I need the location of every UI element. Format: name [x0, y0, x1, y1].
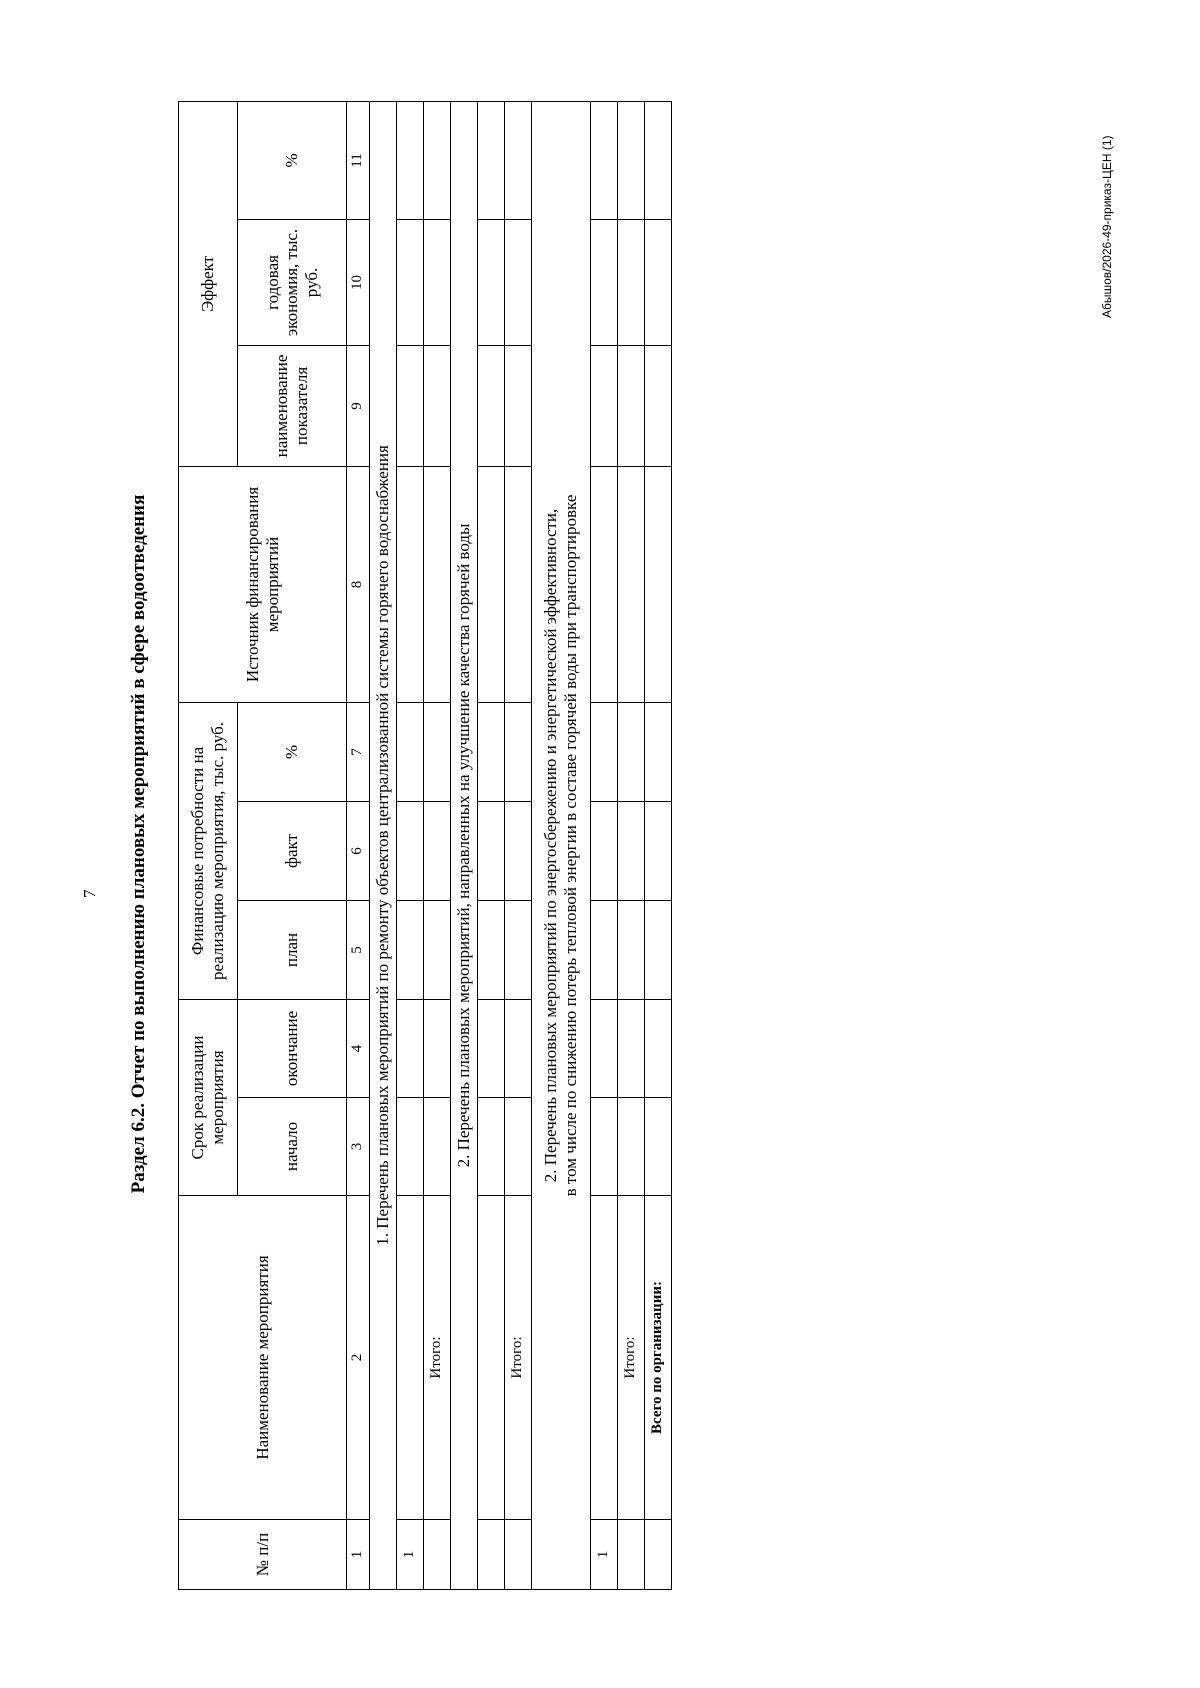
subtotal-label: Итого: — [618, 1196, 645, 1520]
page-number: 7 — [80, 889, 99, 898]
header-indicator: наименование показателя — [238, 345, 347, 466]
subtotal-row — [424, 101, 451, 1589]
col-number: 8 — [347, 466, 370, 702]
section-title-cell: 2. Перечень плановых мероприятий, направленных на улучшение качества горячей воды — [451, 101, 478, 1589]
header-savings: годовая экономия, тыс. руб. — [238, 219, 347, 345]
col-number: 10 — [347, 219, 370, 345]
header-pct2: % — [238, 101, 347, 219]
header-source: Источник финансирования мероприятий — [179, 466, 347, 702]
subtotal-row — [505, 101, 532, 1589]
table-row — [397, 101, 424, 1589]
col-number: 7 — [347, 702, 370, 801]
col-number: 5 — [347, 900, 370, 999]
col-number: 4 — [347, 999, 370, 1097]
header-fact: факт — [238, 801, 347, 900]
table-row — [478, 101, 505, 1589]
section-title: Раздел 6.2. Отчет по выполнению плановых мероприятий в сфере водоотведения — [128, 494, 149, 1194]
subtotal-row — [618, 101, 645, 1589]
col-number: 3 — [347, 1098, 370, 1196]
header-pct: % — [238, 702, 347, 801]
col-number: 11 — [347, 101, 370, 219]
section-title-line: 2. Перечень плановых мероприятий по энергосбережению и энергетической эффективности, — [541, 508, 561, 1183]
header-name: Наименование мероприятия — [179, 1196, 347, 1520]
column-numbers-row — [347, 101, 370, 1589]
col-number: 1 — [347, 1520, 370, 1590]
document-reference: Абышов/2026-49-приказ-ЦЕН (1) — [1100, 135, 1114, 318]
header-finance: Финансовые потребности на реализацию мероприятия, тыс. руб. — [179, 702, 238, 999]
section-row — [451, 101, 478, 1589]
report-table — [178, 101, 672, 1590]
col-number: 2 — [347, 1196, 370, 1520]
subtotal-label: Итого: — [505, 1196, 532, 1520]
section-row — [532, 101, 591, 1589]
header-end: окончание — [238, 999, 347, 1097]
header-plan: план — [238, 900, 347, 999]
subtotal-label: Итого: — [424, 1196, 451, 1520]
header-term: Срок реализации мероприятия — [179, 999, 238, 1195]
col-number: 9 — [347, 345, 370, 466]
section-title-line: в том числе по снижению потерь тепловой энергии в составе горячей воды при транспортировке — [561, 494, 580, 1197]
total-label: Всего по организации: — [645, 1196, 672, 1520]
header-start: начало — [238, 1098, 347, 1196]
table-row — [591, 101, 618, 1589]
section-title-cell: 1. Перечень плановых мероприятий по ремонту объектов централизованной системы горячего водоснабжения — [370, 101, 397, 1589]
header-effect: Эффект — [179, 101, 238, 466]
col-number: 6 — [347, 801, 370, 900]
section-row — [370, 101, 397, 1589]
total-row — [645, 101, 672, 1589]
section-title-cell — [532, 101, 591, 1589]
header-num: № п/п — [179, 1520, 347, 1590]
header-row-1 — [179, 101, 238, 1589]
row-number: 1 — [397, 1520, 424, 1590]
row-number: 1 — [591, 1520, 618, 1590]
